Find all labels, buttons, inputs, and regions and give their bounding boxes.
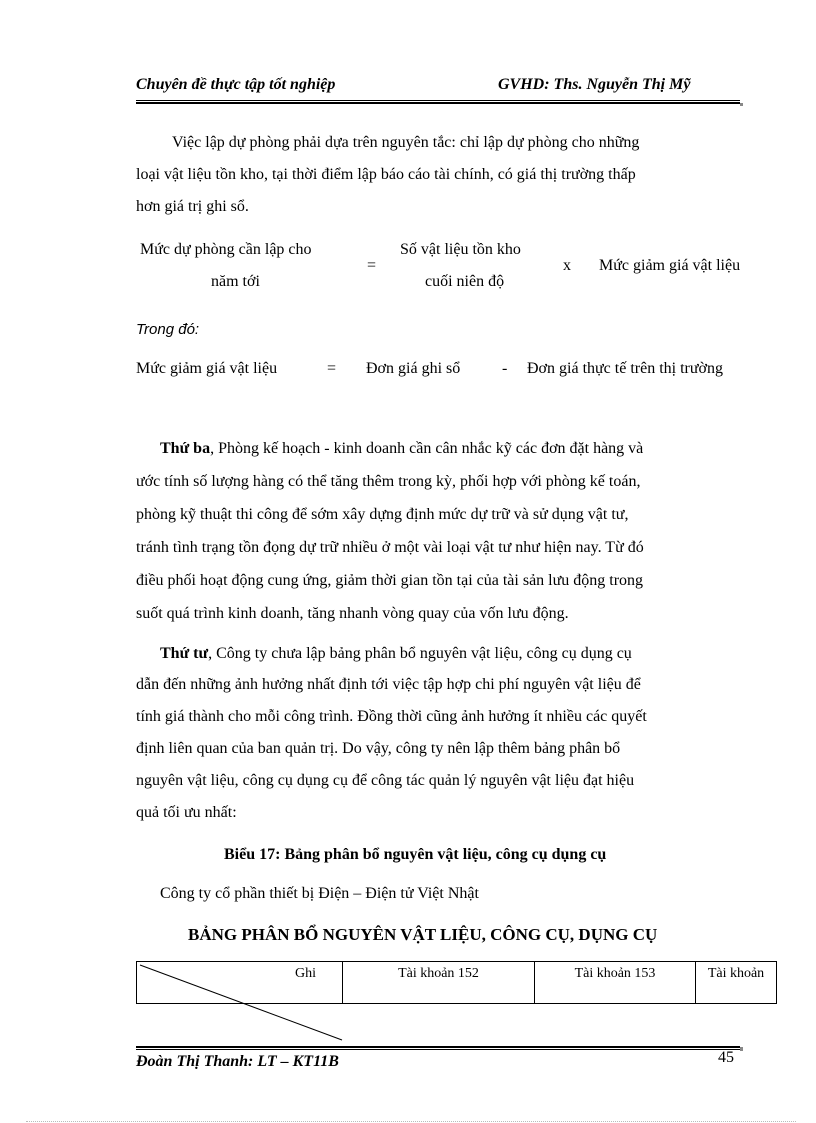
- para2-line4: tránh tình trạng tồn đọng dự trữ nhiều ở một vài loại vật tư như hiện nay. Từ đó: [136, 539, 644, 556]
- para1-line3: hơn giá trị ghi sổ.: [136, 198, 249, 215]
- formula2-term-b: Đơn giá thực tế trên thị trường: [527, 360, 723, 377]
- footer-rule-shadow: [740, 1047, 743, 1051]
- where-label: Trong đó:: [136, 321, 200, 338]
- formula1-times: x: [563, 257, 571, 274]
- table-header-tk153: Tài khoản 153: [535, 962, 696, 1004]
- header-left: Chuyên đề thực tập tốt nghiệp: [136, 76, 336, 93]
- formula1-equals: =: [367, 257, 377, 274]
- formula1-lhs-line2: năm tới: [211, 273, 260, 290]
- para2-line1: Thứ ba, Phòng kế hoạch - kinh doanh cần cân nhắc kỹ các đơn đặt hàng và: [160, 440, 644, 457]
- footer-rule-thin: [136, 1049, 740, 1050]
- formula2-term-a: Đơn giá ghi sổ: [366, 360, 461, 377]
- para3-bold-lead: Thứ tư: [160, 645, 209, 662]
- footer-author: Đoàn Thị Thanh: LT – KT11B: [136, 1053, 339, 1070]
- para1-line1: Việc lập dự phòng phải dựa trên nguyên tắc: chỉ lập dự phòng cho những: [172, 134, 640, 151]
- para3-line6: quả tối ưu nhất:: [136, 804, 237, 821]
- para2-bold-lead: Thứ ba: [160, 440, 211, 457]
- company-name: Công ty cổ phần thiết bị Điện – Điện tử Việt Nhật: [160, 885, 479, 902]
- page-bottom-dotted-edge: [26, 1121, 796, 1122]
- para1-line2: loại vật liệu tồn kho, tại thời điểm lập báo cáo tài chính, có giá thị trường thấp: [136, 166, 636, 183]
- para2-line5: điều phối hoạt động cung ứng, giảm thời gian tồn tại của tài sản lưu động trong: [136, 572, 644, 589]
- para2-line3: phòng kỹ thuật thi công để sớm xây dựng định mức dự trữ và sử dụng vật tư,: [136, 506, 629, 523]
- para3-line1: Thứ tư, Công ty chưa lập bảng phân bổ nguyên vật liệu, công cụ dụng cụ: [160, 645, 632, 662]
- page-number: 45: [718, 1049, 734, 1066]
- table-header-ghi: Ghi: [295, 966, 316, 981]
- footer-rule-thick: [136, 1046, 740, 1048]
- table-header-tk-other: Tài khoản: [696, 962, 777, 1004]
- table-header-tk152: Tài khoản 152: [343, 962, 535, 1004]
- formula2-minus: -: [502, 360, 508, 377]
- para3-line4: định liên quan của ban quản trị. Do vậy, công ty nên lập thêm bảng phân bổ: [136, 740, 621, 757]
- exhibit-caption: Biểu 17: Bảng phân bổ nguyên vật liệu, công cụ dụng cụ: [224, 846, 607, 863]
- para3-line3: tính giá thành cho mỗi công trình. Đồng thời cũng ảnh hưởng ít nhiều các quyết: [136, 708, 647, 725]
- formula1-lhs-line1: Mức dự phòng cần lập cho: [140, 241, 312, 258]
- para2-line2: ước tính số lượng hàng có thể tăng thêm trong kỳ, phối hợp với phòng kế toán,: [136, 473, 641, 490]
- formula2-lhs: Mức giảm giá vật liệu: [136, 360, 278, 377]
- para3-line5: nguyên vật liệu, công cụ dụng cụ để công tác quản lý nguyên vật liệu đạt hiệu: [136, 772, 635, 789]
- formula1-mid-line1: Số vật liệu tồn kho: [400, 241, 521, 258]
- header-right: GVHD: Ths. Nguyễn Thị Mỹ: [498, 76, 691, 93]
- formula2-equals: =: [327, 360, 337, 377]
- para2-line6: suốt quá trình kinh doanh, tăng nhanh vòng quay của vốn lưu động.: [136, 605, 569, 622]
- table-title: BẢNG PHÂN BỔ NGUYÊN VẬT LIỆU, CÔNG CỤ, DỤNG CỤ: [188, 925, 658, 944]
- formula1-mid-line2: cuối niên độ: [425, 273, 505, 290]
- para3-line2: dẫn đến những ảnh hưởng nhất định tới việc tập hợp chi phí nguyên vật liệu để: [136, 676, 641, 693]
- formula1-rhs: Mức giảm giá vật liệu: [599, 257, 741, 274]
